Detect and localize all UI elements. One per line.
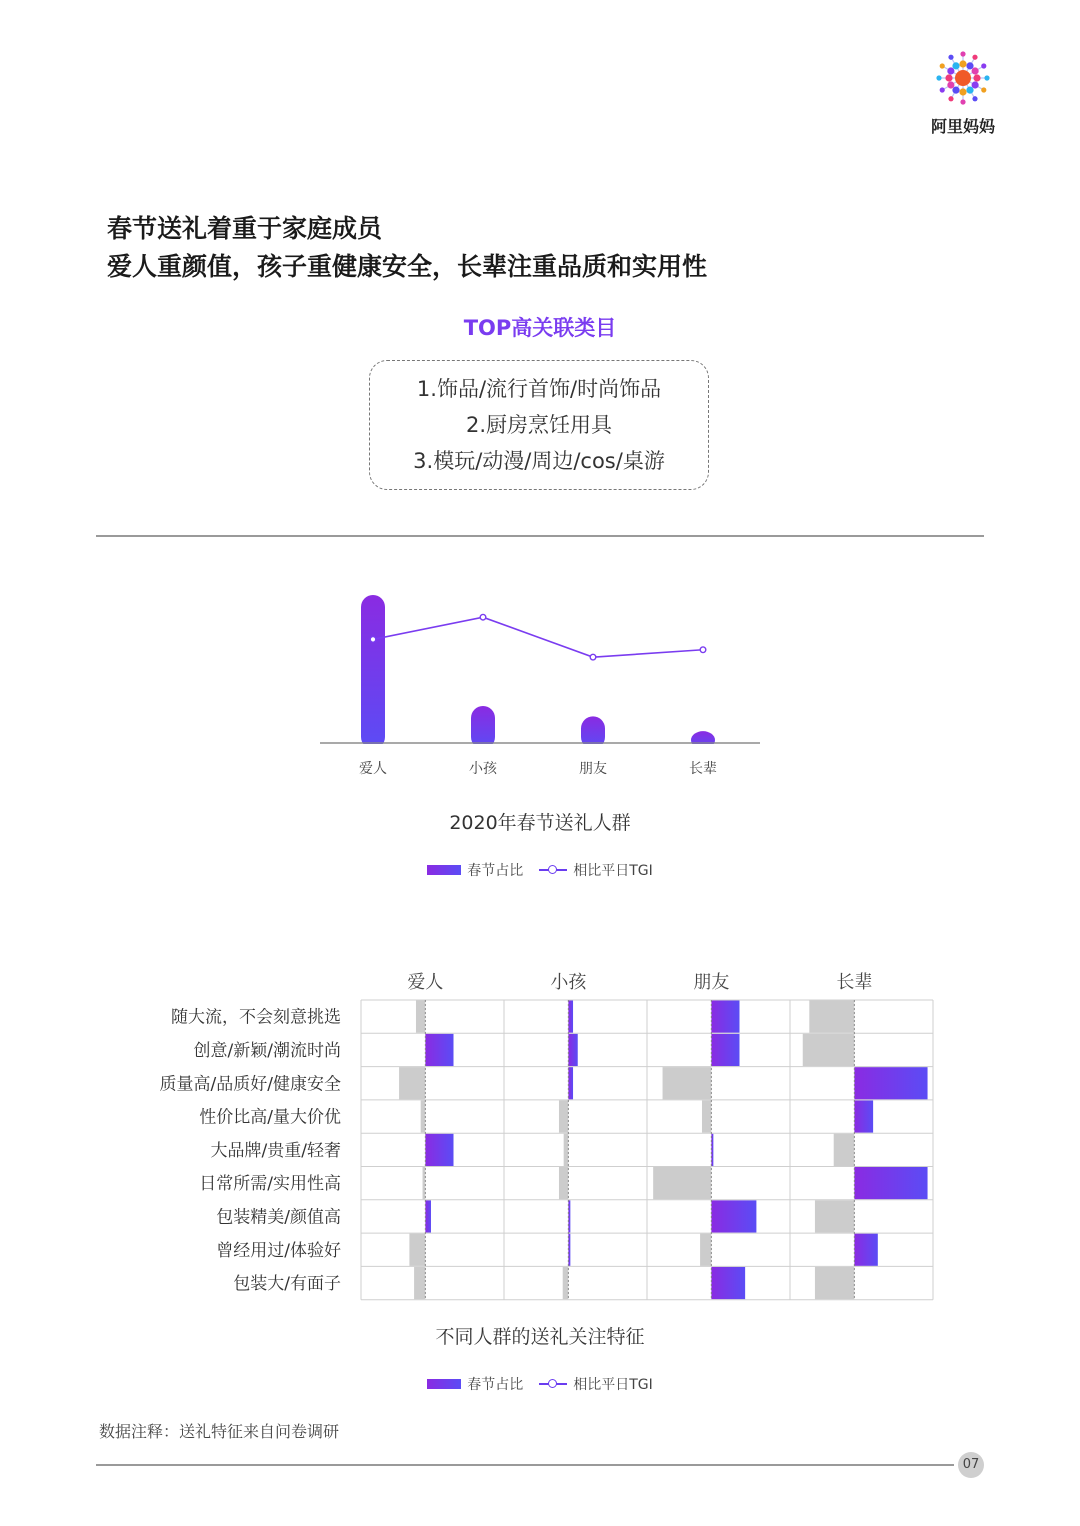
- column-header: 爱人: [407, 972, 444, 993]
- logo-center: [955, 70, 971, 86]
- tgi-line: [373, 617, 703, 657]
- legend-bar-label: 春节占比: [467, 1377, 524, 1393]
- logo-dot: [959, 60, 966, 67]
- top-categories-box: [369, 360, 709, 490]
- legend-bar-swatch: [427, 1379, 461, 1389]
- row-label: 随大流，不会刻意挑选: [171, 1007, 341, 1028]
- legend-bar-label: 春节占比: [467, 863, 524, 879]
- logo-dot: [966, 62, 973, 69]
- tgi-point-爱人: [370, 637, 376, 643]
- chart2-title: 不同人群的送礼关注特征: [435, 1326, 645, 1348]
- feature-bar: [568, 1001, 573, 1033]
- section-divider: [96, 535, 984, 537]
- feature-bar: [409, 1234, 425, 1266]
- logo-dot: [940, 63, 945, 68]
- feature-bar: [568, 1067, 573, 1099]
- column-header: 长辈: [836, 972, 873, 993]
- feature-bar: [563, 1267, 569, 1299]
- page-number: 07: [958, 1452, 984, 1478]
- row-label: 质量高/品质好/健康安全: [159, 1074, 341, 1095]
- legend-bar-entry: [427, 1374, 523, 1394]
- feature-bar: [815, 1200, 854, 1232]
- legend-line-entry: [539, 860, 653, 880]
- feature-bar: [854, 1234, 877, 1266]
- legend-line-label: 相比平日TGI: [573, 1377, 653, 1393]
- logo-dot: [960, 99, 965, 104]
- logo-dot: [966, 87, 973, 94]
- feature-bar: [854, 1100, 873, 1132]
- headline-line-1: 春节送礼着重于家庭成员: [107, 214, 383, 243]
- headline-line-2: 爱人重颜值，孩子重健康安全，长辈注重品质和实用性: [107, 252, 708, 281]
- tgi-point-长辈: [700, 647, 706, 653]
- footer-divider: [96, 1464, 954, 1466]
- legend-line-swatch: [539, 865, 567, 875]
- axis-mask: [320, 744, 760, 752]
- feature-bar: [711, 1267, 745, 1299]
- gift-recipient-chart: [300, 580, 780, 790]
- x-tick-label: 小孩: [469, 761, 497, 777]
- legend-line-label: 相比平日TGI: [573, 863, 653, 879]
- logo-dot: [959, 88, 966, 95]
- logo-dot: [960, 51, 965, 56]
- x-tick-label: 长辈: [689, 761, 717, 777]
- feature-bar: [663, 1067, 712, 1099]
- logo-dot: [948, 96, 953, 101]
- feature-bar: [414, 1267, 425, 1299]
- logo-dot: [972, 96, 977, 101]
- feature-bar: [425, 1200, 431, 1232]
- feature-bar: [653, 1167, 711, 1199]
- feature-bar: [711, 1200, 756, 1232]
- feature-bar: [559, 1167, 568, 1199]
- tgi-point-小孩: [480, 614, 486, 620]
- feature-bar: [702, 1100, 711, 1132]
- chart1-title: 2020年春节送礼人群: [449, 812, 631, 834]
- feature-bar: [564, 1134, 569, 1166]
- row-label: 日常所需/实用性高: [199, 1174, 341, 1195]
- column-header: 朋友: [693, 972, 730, 993]
- data-footnote: 数据注释：送礼特征来自问卷调研: [99, 1422, 340, 1441]
- logo-dot: [972, 81, 979, 88]
- logo-dot: [948, 55, 953, 60]
- feature-bar: [700, 1234, 711, 1266]
- row-label: 大品牌/贵重/轻奢: [210, 1140, 341, 1161]
- logo-dot: [952, 87, 959, 94]
- logo-dot: [972, 55, 977, 60]
- logo-dot: [936, 75, 941, 80]
- row-label: 创意/新颖/潮流时尚: [193, 1040, 341, 1061]
- row-label: 性价比高/量大价优: [199, 1107, 341, 1128]
- feature-bar: [711, 1001, 739, 1033]
- column-header: 小孩: [550, 972, 587, 993]
- legend-bar-entry: [427, 860, 523, 880]
- feature-bar: [421, 1100, 426, 1132]
- page-headline: [107, 210, 707, 286]
- logo-dot: [947, 67, 954, 74]
- feature-bar: [854, 1067, 927, 1099]
- tgi-point-朋友: [590, 654, 596, 660]
- top-category-item: 1.饰品/流行首饰/时尚饰品: [416, 377, 662, 401]
- row-label: 包装大/有面子: [233, 1274, 341, 1295]
- logo-dot: [947, 81, 954, 88]
- feature-bar: [423, 1167, 426, 1199]
- logo-dot: [984, 75, 989, 80]
- feature-bar: [809, 1001, 854, 1033]
- feature-bar: [854, 1167, 927, 1199]
- row-label: 包装精美/颜值高: [216, 1207, 341, 1228]
- feature-bar: [399, 1067, 425, 1099]
- row-label: 曾经用过/体验好: [216, 1240, 341, 1261]
- bar-爱人: [361, 595, 385, 749]
- chart1-legend: [0, 860, 1080, 880]
- legend-line-swatch: [539, 1379, 567, 1389]
- logo-text: 阿里妈妈: [930, 117, 995, 136]
- logo-dot: [981, 87, 986, 92]
- logo-dot: [945, 74, 952, 81]
- feature-bar: [425, 1034, 453, 1066]
- feature-bar: [803, 1034, 855, 1066]
- logo-dot: [981, 63, 986, 68]
- x-tick-label: 朋友: [579, 761, 607, 777]
- feature-bar: [834, 1134, 855, 1166]
- feature-bar: [711, 1034, 739, 1066]
- feature-bar: [425, 1134, 453, 1166]
- feature-bar: [559, 1100, 568, 1132]
- logo-dot: [952, 62, 959, 69]
- x-tick-label: 爱人: [359, 761, 387, 777]
- top-categories-title: TOP高关联类目: [463, 316, 617, 340]
- legend-line-entry: [539, 1374, 653, 1394]
- logo-dot: [940, 87, 945, 92]
- top-category-item: 3.模玩/动漫/周边/cos/桌游: [413, 449, 665, 473]
- top-category-item: 2.厨房烹饪用具: [465, 413, 613, 437]
- feature-bar: [815, 1267, 854, 1299]
- logo-dot: [972, 67, 979, 74]
- gift-feature-chart: [90, 960, 950, 1305]
- feature-bar: [416, 1001, 425, 1033]
- feature-bar: [568, 1034, 577, 1066]
- chart2-legend: [0, 1374, 1080, 1394]
- legend-bar-swatch: [427, 865, 461, 875]
- logo-dot: [973, 74, 980, 81]
